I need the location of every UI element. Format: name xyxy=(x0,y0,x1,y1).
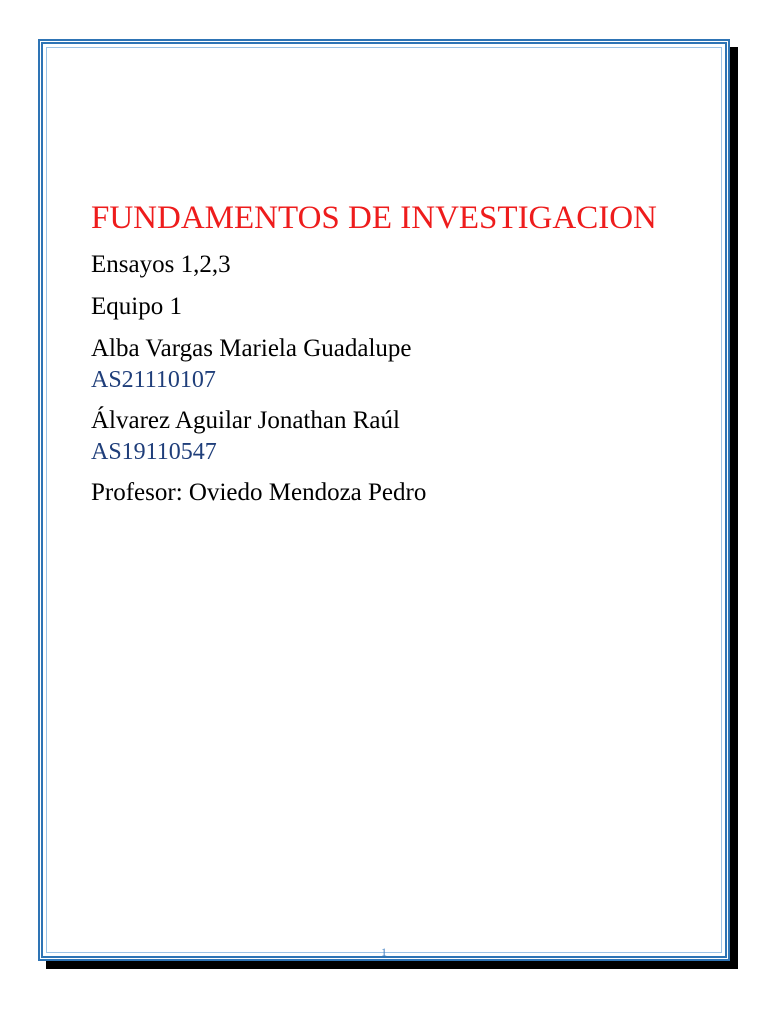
page-number: 1 xyxy=(381,945,387,959)
member-id: AS21110107 xyxy=(91,367,216,393)
professor-name: Profesor: Oviedo Mendoza Pedro xyxy=(91,479,427,506)
document-subtitle: Ensayos 1,2,3 xyxy=(91,251,231,278)
member-id: AS19110547 xyxy=(91,439,217,465)
document-title: FUNDAMENTOS DE INVESTIGACION xyxy=(91,200,657,236)
member-name: Álvarez Aguilar Jonathan Raúl xyxy=(91,407,400,434)
team-name: Equipo 1 xyxy=(91,293,182,320)
member-name: Alba Vargas Mariela Guadalupe xyxy=(91,335,412,362)
page-border xyxy=(38,39,730,961)
cover-content xyxy=(91,196,701,508)
